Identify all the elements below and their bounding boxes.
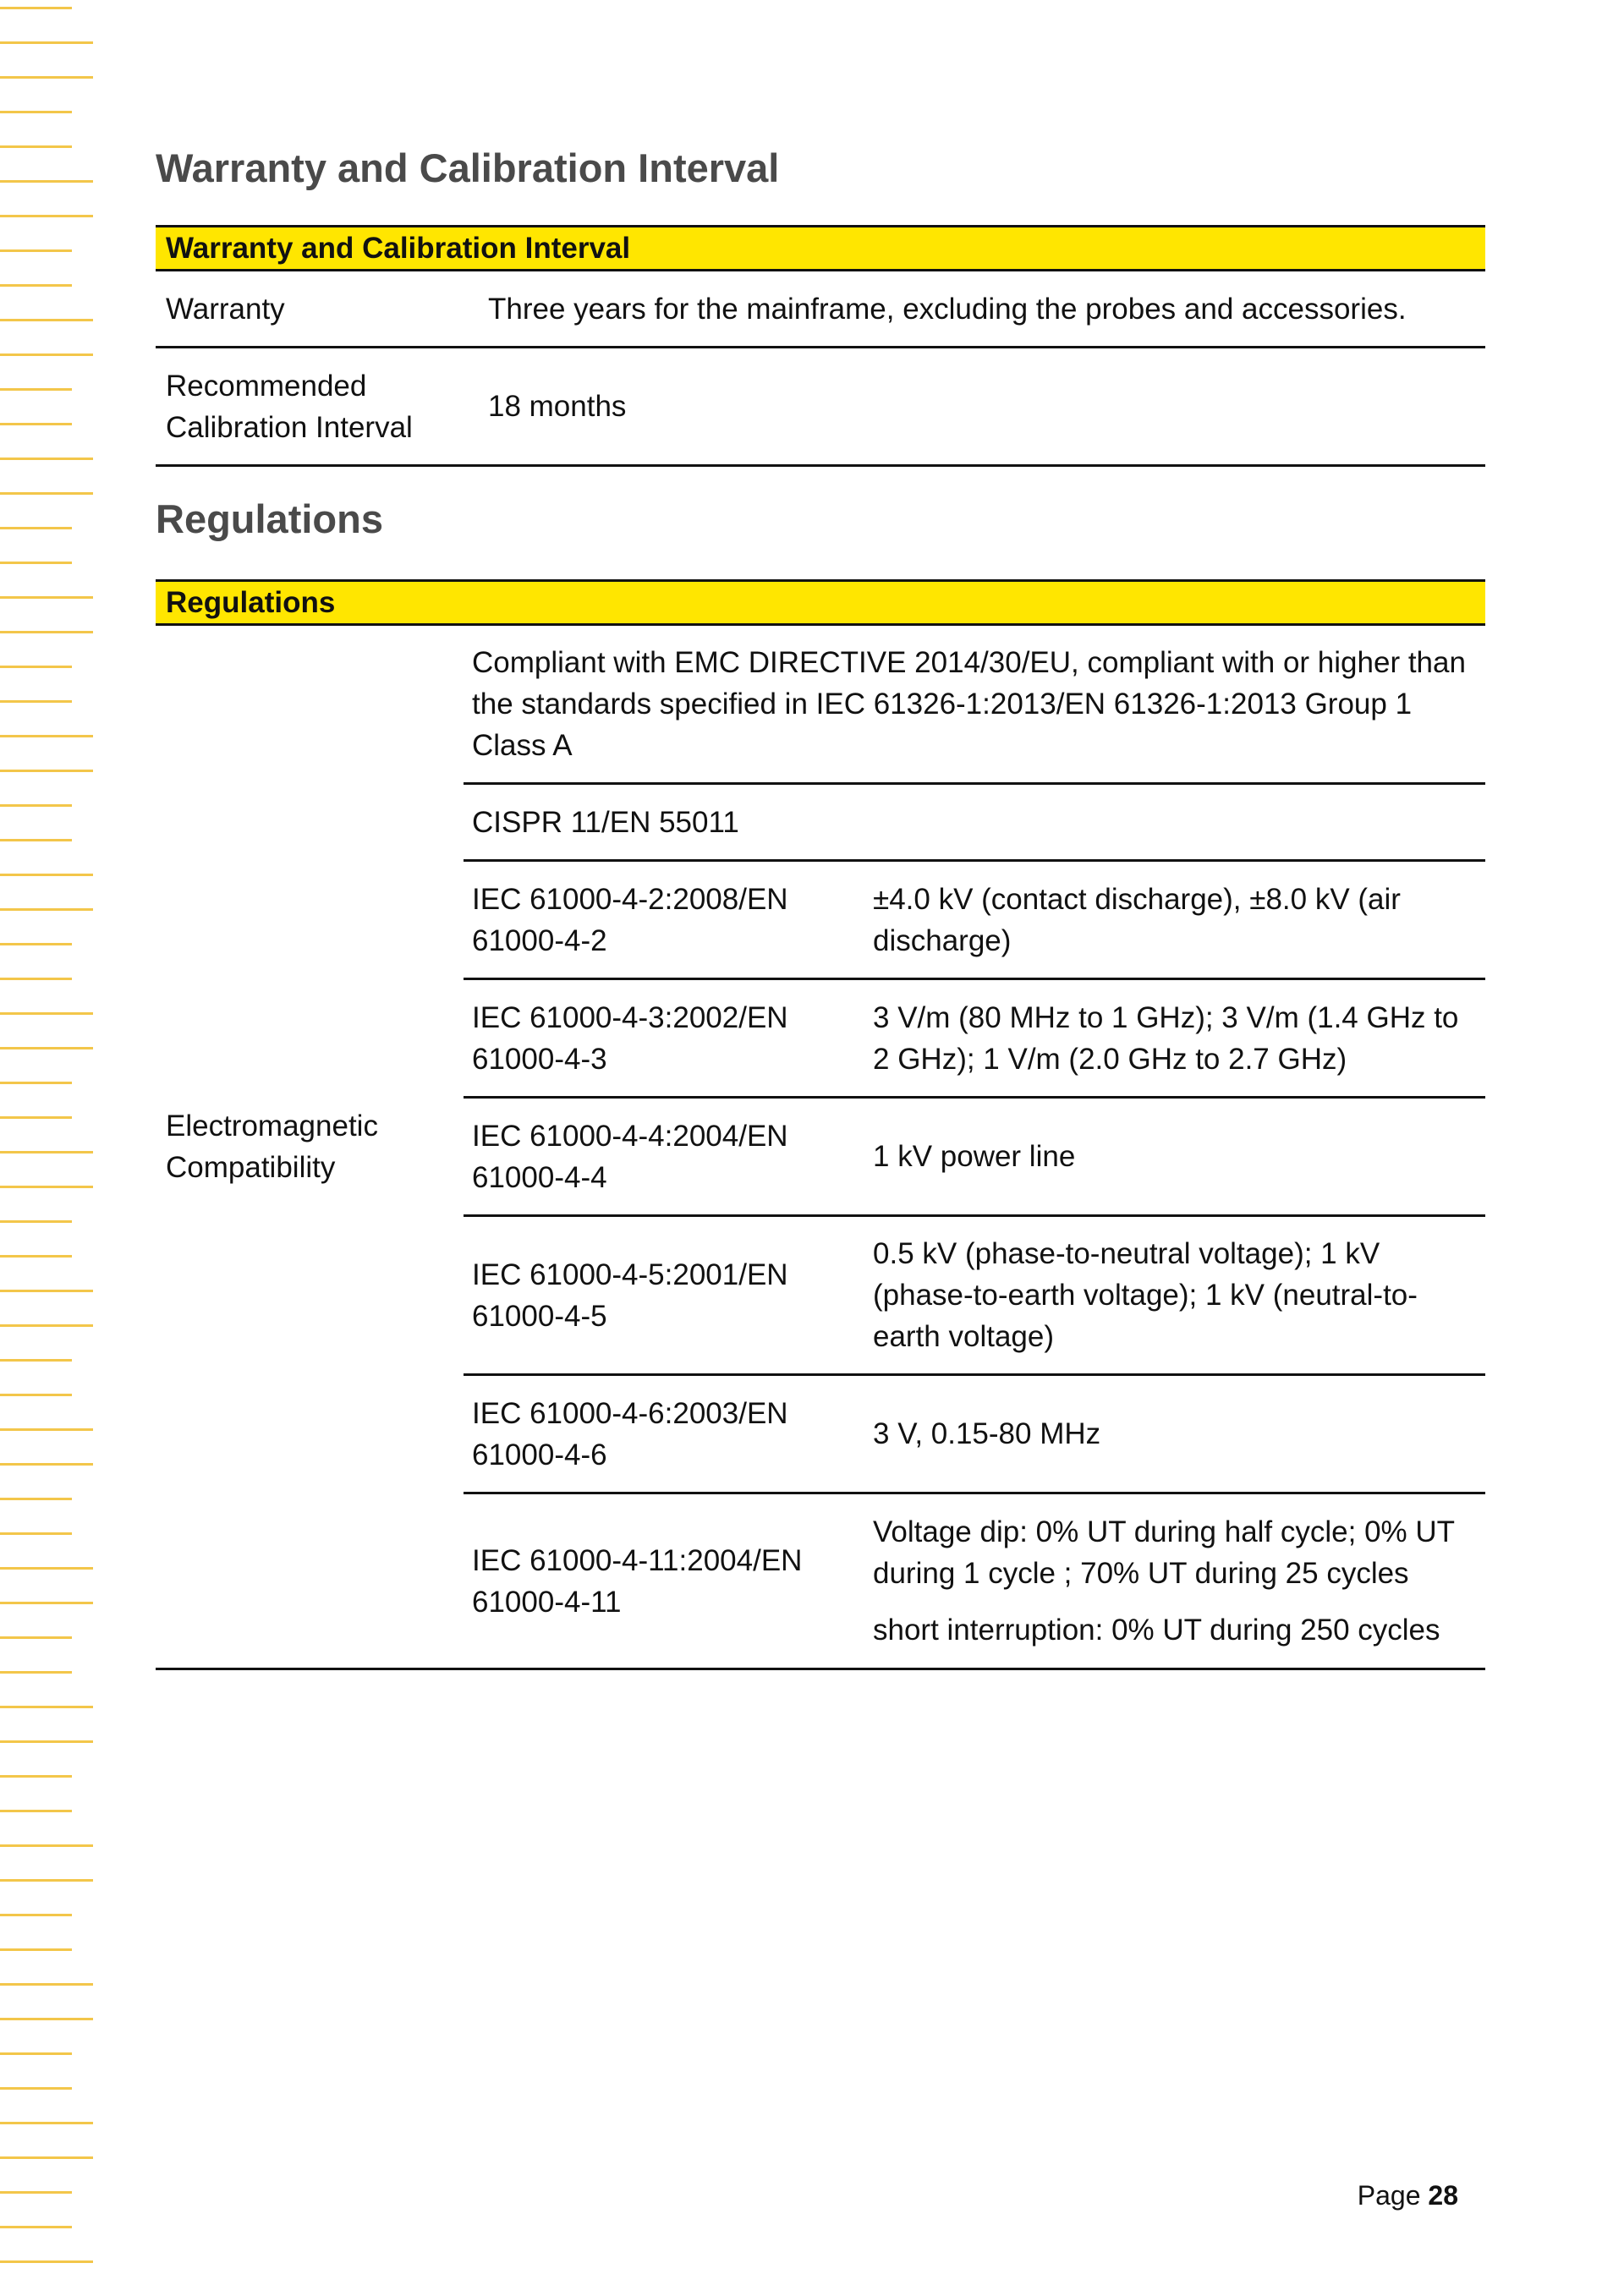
margin-dash [0,1810,72,1812]
margin-dash [0,215,93,217]
margin-dash [0,388,72,391]
margin-dash [0,631,93,633]
standard-value: ±4.0 kV (contact discharge), ±8.0 kV (air discharge) [873,882,1401,957]
margin-decoration [0,0,97,2296]
warranty-table [156,225,1485,467]
margin-dash [0,1498,72,1500]
margin-dash [0,284,72,287]
table-row [464,1376,1485,1494]
standard-name: IEC 61000-4-4:2004/EN 61000-4-4 [472,1119,788,1194]
margin-dash [0,1359,72,1362]
margin-dash [0,1220,72,1223]
standard-name: IEC 61000-4-11:2004/EN 61000-4-11 [472,1543,803,1619]
margin-dash [0,1636,72,1639]
margin-dash [0,1012,93,1015]
margin-dash [0,770,93,772]
margin-dash [0,249,72,252]
row-value: Three years for the mainframe, excluding the probes and accessories. [488,292,1407,326]
standard-value-line: short interruption: 0% UT during 250 cycles [873,1614,1440,1647]
margin-dash [0,7,72,9]
compliance-text: Compliant with EMC DIRECTIVE 2014/30/EU, compliant with or higher than the standards specified in IEC 61326-1:2013/EN 61326-1:2013 Group 1 Class A [472,646,1466,762]
table-row [464,626,1485,785]
margin-dash [0,1532,72,1535]
standard-name: IEC 61000-4-6:2003/EN 61000-4-6 [472,1396,788,1471]
margin-dash [0,804,72,807]
margin-dash [0,1775,72,1778]
table-row [464,1099,1485,1217]
margin-dash [0,1948,72,1951]
margin-dash [0,458,93,460]
standard-value: 1 kV power line [873,1140,1076,1173]
margin-dash [0,527,72,529]
margin-dash [0,1186,93,1188]
row-label: Warranty [166,292,285,326]
margin-dash [0,2191,72,2194]
row-label: Recommended Calibration Interval [166,369,413,444]
margin-dash [0,1394,72,1396]
margin-dash [0,908,93,911]
margin-dash [0,1463,93,1466]
page-number-value: 28 [1428,2180,1458,2211]
margin-dash [0,2156,93,2159]
standard-value: 3 V/m (80 MHz to 1 GHz); 3 V/m (1.4 GHz to 2 GHz); 1 V/m (2.0 GHz to 2.7 GHz) [873,1000,1459,1076]
table-row [464,980,1485,1099]
page-label: Page [1357,2180,1421,2211]
table-row [464,785,1485,862]
margin-dash [0,492,93,495]
category-label-text: Electromagnetic Compatibility [166,1110,378,1184]
margin-dash [0,2052,72,2055]
standard-value [873,1511,1485,1651]
margin-dash [0,2087,72,2090]
margin-dash [0,1116,72,1119]
margin-dash [0,1151,93,1153]
regulations-table [156,579,1485,1670]
section-title-regulations: Regulations [156,496,383,541]
regulations-detail [464,626,1485,1668]
margin-dash [0,1740,93,1743]
margin-dash [0,1914,72,1916]
row-value: 18 months [488,390,627,423]
margin-dash [0,423,72,425]
table-row [464,862,1485,980]
standard-value: 3 V, 0.15-80 MHz [873,1417,1101,1450]
warranty-table-header: Warranty and Calibration Interval [156,225,1485,271]
table-row [156,348,1485,467]
margin-dash [0,1567,93,1570]
margin-dash [0,839,72,841]
cispr-standard: CISPR 11/EN 55011 [472,805,739,839]
table-row [464,1494,1485,1668]
page-number [1358,2180,1458,2211]
table-row [156,271,1485,348]
standard-name: IEC 61000-4-2:2008/EN 61000-4-2 [472,882,788,957]
margin-dash [0,1844,93,1847]
margin-dash [0,1983,93,1986]
margin-dash [0,41,93,44]
margin-dash [0,1290,93,1292]
margin-dash [0,978,72,980]
regulations-body [156,626,1485,1670]
standard-name: IEC 61000-4-3:2002/EN 61000-4-3 [472,1000,788,1076]
regulations-table-header: Regulations [156,579,1485,626]
margin-dash [0,2122,93,2124]
margin-dash [0,943,72,945]
category-label [156,626,464,1668]
standard-name: IEC 61000-4-5:2001/EN 61000-4-5 [472,1258,788,1333]
margin-dash [0,1047,93,1049]
margin-dash [0,596,93,599]
margin-dash [0,1324,93,1327]
margin-dash [0,145,72,148]
margin-dash [0,1671,72,1674]
standard-value-line: Voltage dip: 0% UT during half cycle; 0% UT during 1 cycle ; 70% UT during 25 cycles [873,1515,1455,1590]
section-title-warranty: Warranty and Calibration Interval [156,145,780,190]
margin-dash [0,666,72,668]
margin-dash [0,874,93,876]
margin-dash [0,1255,72,1258]
margin-dash [0,1879,93,1882]
margin-dash [0,2226,72,2228]
margin-dash [0,76,93,79]
margin-dash [0,180,93,183]
margin-dash [0,111,72,113]
margin-dash [0,1428,93,1431]
margin-dash [0,353,93,356]
margin-dash [0,1602,93,1604]
margin-dash [0,562,72,564]
table-row [464,1217,1485,1376]
margin-dash [0,1082,72,1084]
margin-dash [0,1706,93,1708]
margin-dash [0,700,72,703]
standard-value: 0.5 kV (phase-to-neutral voltage); 1 kV (phase-to-earth voltage); 1 kV (neutral-to-earth voltage) [873,1237,1418,1353]
margin-dash [0,2018,93,2020]
margin-dash [0,2260,93,2263]
margin-dash [0,735,93,737]
margin-dash [0,319,93,321]
